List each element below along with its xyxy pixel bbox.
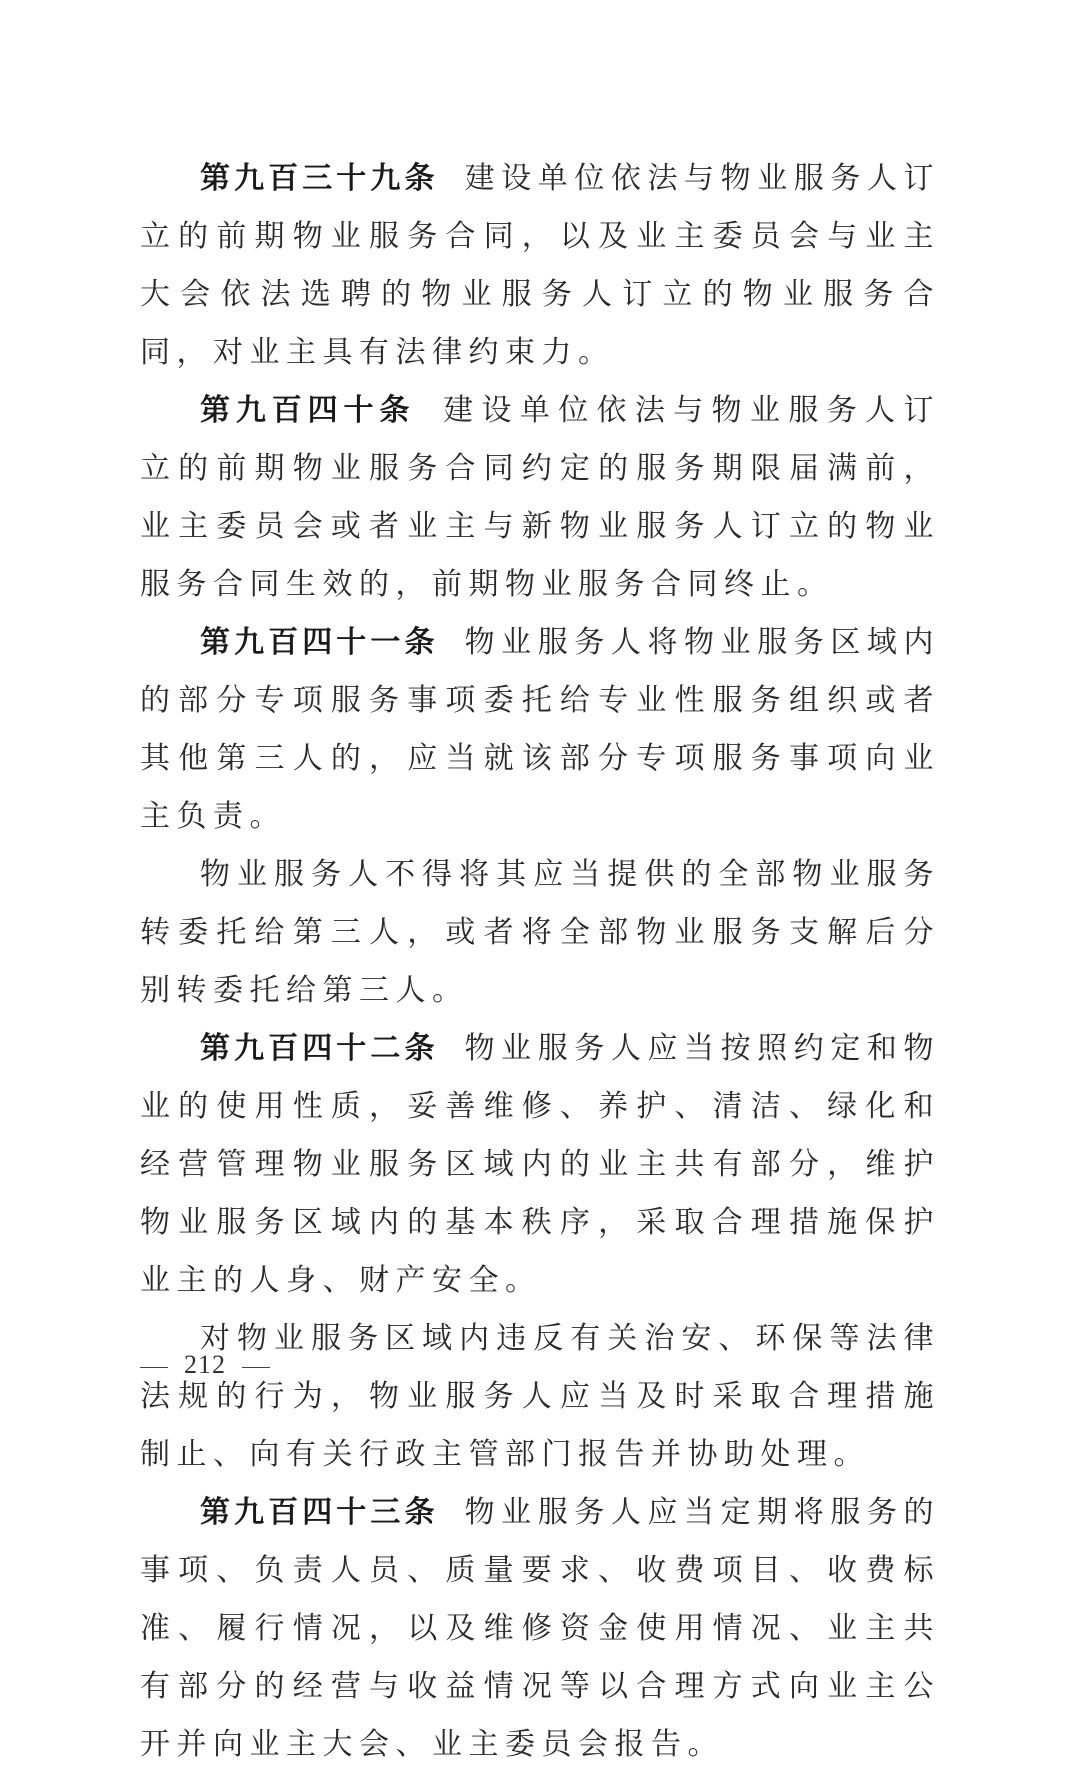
document-body: [140, 150, 940, 1774]
article-text: 建设单位依法与物业服务人订立的前期物业服务合同，以及业主委员会与业主大会依法选聘的物业服务人订立的物业服务合同，对业主具有法律约束力。: [140, 161, 941, 370]
paragraph: [140, 846, 940, 1020]
article-heading: 第九百三十九条: [200, 161, 439, 196]
page-number: 212: [184, 1350, 226, 1379]
article-text: 建设单位依法与物业服务人订立的前期物业服务合同约定的服务期限届满前，业主委员会或者业主与新物业服务人订立的物业服务合同生效的，前期物业服务合同终止。: [140, 393, 941, 602]
page-footer: [140, 1350, 286, 1380]
article-heading: 第九百四十一条: [200, 625, 439, 660]
paragraph: [140, 1020, 940, 1310]
article-text: 物业服务人应当定期将服务的事项、负责人员、质量要求、收费项目、收费标准、履行情况，以及维修资金使用情况、业主共有部分的经营与收益情况等以合理方式向业主公开并向业主大会、业主委员会报告。: [140, 1495, 941, 1762]
paragraph: [140, 1484, 940, 1774]
article-heading: 第九百四十二条: [200, 1031, 439, 1066]
paragraph-text: 对物业服务区域内违反有关治安、环保等法律法规的行为，物业服务人应当及时采取合理措施制止、向有关行政主管部门报告并协助处理。: [140, 1321, 940, 1472]
paragraph: [140, 614, 940, 846]
article-heading: 第九百四十条: [200, 393, 416, 428]
article-text: 物业服务人将物业服务区域内的部分专项服务事项委托给专业性服务组织或者其他第三人的，应当就该部分专项服务事项向业主负责。: [140, 625, 941, 834]
footer-dash-right: [242, 1367, 270, 1368]
paragraph: [140, 382, 940, 614]
article-heading: 第九百四十三条: [200, 1495, 439, 1530]
footer-dash-left: [140, 1367, 168, 1368]
paragraph-text: 物业服务人不得将其应当提供的全部物业服务转委托给第三人，或者将全部物业服务支解后分别转委托给第三人。: [140, 857, 940, 1008]
paragraph: [140, 150, 940, 382]
paragraph: [140, 1310, 940, 1484]
article-text: 物业服务人应当按照约定和物业的使用性质，妥善维修、养护、清洁、绿化和经营管理物业服务区域内的业主共有部分，维护物业服务区域内的基本秩序，采取合理措施保护业主的人身、财产安全。: [140, 1031, 941, 1298]
